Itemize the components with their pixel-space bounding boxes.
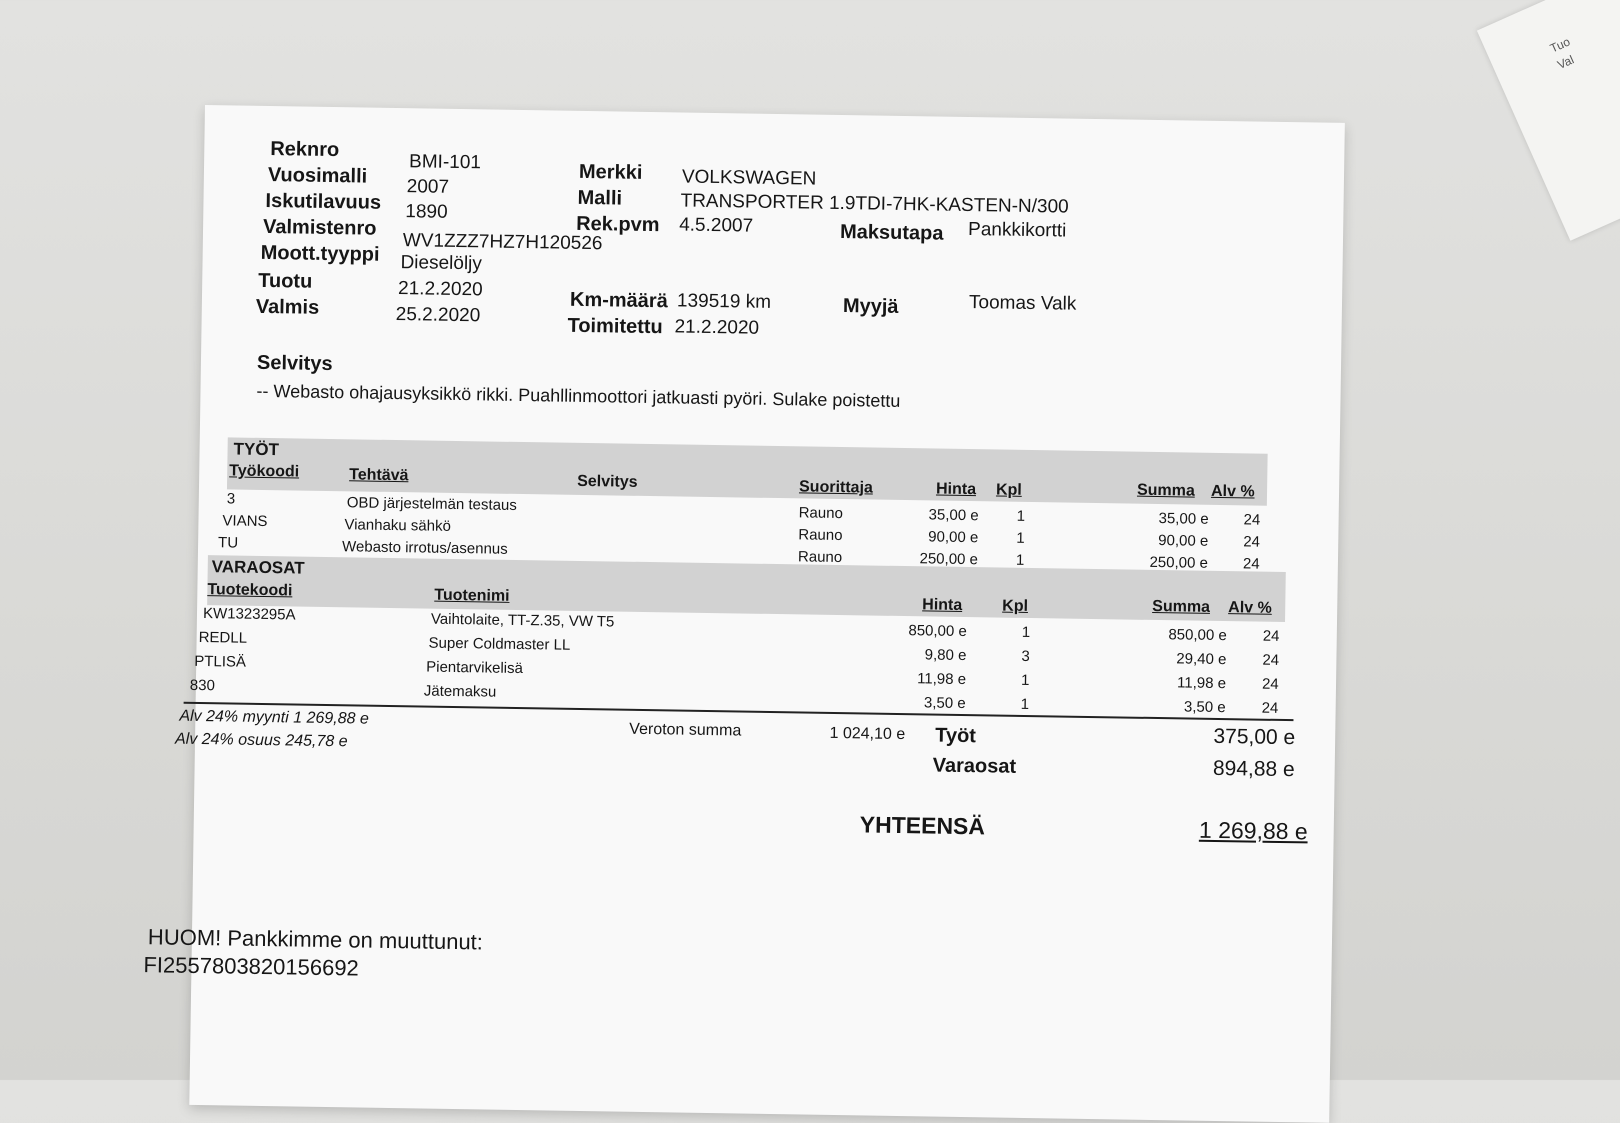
varaosat-code: 830 bbox=[189, 676, 216, 695]
tyot-doer: Rauno bbox=[798, 526, 843, 545]
valmistenro-value: WV1ZZZ7HZ7H120526 bbox=[402, 230, 603, 255]
hinta-header: Hinta bbox=[922, 596, 963, 614]
malli-value: TRANSPORTER 1.9TDI-7HK-KASTEN-N/300 bbox=[680, 190, 1069, 218]
tyot-vat: 24 bbox=[1243, 533, 1261, 551]
tyot-price: 90,00 e bbox=[928, 528, 979, 547]
maksutapa-label: Maksutapa bbox=[839, 220, 944, 245]
veroton-label: Veroton summa bbox=[629, 720, 742, 740]
selvitys-text: -- Webasto ohajausyksikkö rikki. Puahllinmoottori jatkuasti pyöri. Sulake poistettu bbox=[256, 380, 901, 411]
background-paper-text: Val bbox=[1555, 52, 1576, 72]
varaosat-name: Jätemaksu bbox=[423, 682, 497, 701]
iskutilavuus-value: 1890 bbox=[405, 201, 448, 223]
summa-header: Summa bbox=[1136, 481, 1195, 500]
iskutilavuus-label: Iskutilavuus bbox=[265, 189, 382, 214]
km-maara-value: 139519 km bbox=[676, 290, 772, 313]
varaosat-sum: 850,00 e bbox=[1168, 626, 1227, 645]
tuotenimi-header: Tuotenimi bbox=[434, 586, 510, 605]
malli-label: Malli bbox=[577, 186, 623, 210]
invoice-sheet bbox=[143, 105, 1345, 1123]
varaosat-price: 850,00 e bbox=[908, 622, 967, 641]
rekpvm-value: 4.5.2007 bbox=[679, 214, 754, 237]
merkki-value: VOLKSWAGEN bbox=[681, 166, 817, 190]
kpl-header: Kpl bbox=[995, 481, 1022, 499]
hinta-header: Hinta bbox=[935, 480, 977, 499]
myyja-value: Toomas Valk bbox=[968, 292, 1077, 315]
tyot-sum: 250,00 e bbox=[1149, 553, 1209, 572]
yhteensa-value: 1 269,88 e bbox=[1198, 816, 1308, 845]
tyot-sum: 90,00 e bbox=[1158, 532, 1209, 550]
tyot-price: 35,00 e bbox=[928, 506, 979, 525]
tuotekoodi-header: Tuotekoodi bbox=[207, 581, 293, 600]
reknro-value: BMI-101 bbox=[408, 151, 482, 174]
moottorityyppi-label: Moott.tyyppi bbox=[260, 241, 380, 266]
alv-header: Alv % bbox=[1228, 599, 1272, 617]
varaosat-sum: 11,98 e bbox=[1176, 674, 1227, 693]
suorittaja-header: Suorittaja bbox=[798, 478, 873, 497]
alv-osuus: Alv 24% osuus 245,78 e bbox=[174, 730, 348, 751]
tyot-price: 250,00 e bbox=[919, 550, 979, 569]
km-maara-label: Km-määrä bbox=[569, 288, 668, 313]
varaosat-vat: 24 bbox=[1262, 651, 1280, 669]
tehtava-header: Tehtävä bbox=[349, 466, 409, 485]
kpl-header: Kpl bbox=[1002, 597, 1029, 615]
vuosimalli-value: 2007 bbox=[406, 176, 450, 198]
alv-myynti: Alv 24% myynti 1 269,88 e bbox=[179, 707, 369, 728]
varaosat-vat: 24 bbox=[1262, 627, 1280, 645]
toimitettu-value: 21.2.2020 bbox=[674, 316, 760, 339]
tyot-qty: 1 bbox=[1016, 529, 1025, 547]
reknro-label: Reknro bbox=[270, 138, 340, 162]
varaosat-code: KW1323295A bbox=[202, 605, 296, 624]
merkki-label: Merkki bbox=[578, 160, 643, 184]
selvitys-header: Selvitys bbox=[577, 472, 638, 491]
tyot-task: Webasto irrotus/asennus bbox=[341, 538, 508, 558]
summa-header: Summa bbox=[1152, 597, 1211, 616]
valmis-label: Valmis bbox=[255, 295, 320, 319]
tyot-code: 3 bbox=[226, 490, 236, 508]
varaosat-sum: 29,40 e bbox=[1176, 650, 1227, 669]
veroton-value: 1 024,10 e bbox=[829, 724, 906, 744]
tyot-code: VIANS bbox=[222, 512, 268, 531]
tyot-qty: 1 bbox=[1016, 507, 1026, 525]
tuotu-value: 21.2.2020 bbox=[397, 278, 483, 301]
moottorityyppi-value: Dieselöljy bbox=[400, 252, 483, 275]
tyot-task: OBD järjestelmän testaus bbox=[346, 494, 517, 514]
alv-header: Alv % bbox=[1210, 482, 1255, 501]
tyot-qty: 1 bbox=[1015, 551, 1025, 569]
selvitys-title: Selvitys bbox=[256, 351, 333, 376]
varaosat-code: REDLL bbox=[198, 628, 248, 647]
tyot-total-value: 375,00 e bbox=[1213, 724, 1296, 750]
bank-iban: FI2557803820156692 bbox=[143, 952, 359, 981]
tyot-vat: 24 bbox=[1243, 511, 1261, 529]
varaosat-vat: 24 bbox=[1261, 699, 1279, 717]
tyot-title: TYÖT bbox=[233, 439, 280, 460]
maksutapa-value: Pankkikortti bbox=[967, 219, 1067, 242]
tyot-sum: 35,00 e bbox=[1158, 510, 1209, 528]
varaosat-name: Super Coldmaster LL bbox=[428, 634, 571, 654]
varaosat-vat: 24 bbox=[1261, 675, 1279, 693]
tyot-total-label: Työt bbox=[935, 724, 977, 748]
varaosat-qty: 1 bbox=[1020, 671, 1030, 690]
varaosat-name: Pientarvikelisä bbox=[426, 658, 524, 678]
tyot-vat: 24 bbox=[1242, 555, 1260, 573]
varaosat-price: 9,80 e bbox=[924, 646, 967, 665]
tuotu-label: Tuotu bbox=[258, 269, 313, 293]
tyot-doer: Rauno bbox=[798, 504, 843, 523]
varaosat-code: PTLISÄ bbox=[194, 652, 247, 671]
varaosat-title: VARAOSAT bbox=[211, 557, 305, 578]
varaosat-price: 3,50 e bbox=[923, 694, 966, 713]
varaosat-total-label: Varaosat bbox=[932, 754, 1017, 778]
rekpvm-label: Rek.pvm bbox=[576, 212, 660, 237]
varaosat-qty: 3 bbox=[1021, 647, 1030, 666]
varaosat-name: Vaihtolaite, TT-Z.35, VW T5 bbox=[430, 610, 615, 631]
valmis-value: 25.2.2020 bbox=[395, 304, 481, 327]
varaosat-sum: 3,50 e bbox=[1183, 698, 1226, 717]
toimitettu-label: Toimitettu bbox=[567, 314, 663, 339]
vuosimalli-label: Vuosimalli bbox=[267, 163, 368, 188]
varaosat-total-value: 894,88 e bbox=[1212, 756, 1295, 782]
valmistenro-label: Valmistenro bbox=[262, 215, 377, 240]
tyot-code: TU bbox=[217, 534, 239, 552]
varaosat-qty: 1 bbox=[1020, 695, 1030, 714]
bank-notice: HUOM! Pankkimme on muuttunut: bbox=[147, 924, 484, 955]
yhteensa-label: YHTEENSÄ bbox=[859, 811, 986, 840]
myyja-label: Myyjä bbox=[842, 295, 899, 318]
background-paper-text: Tuo bbox=[1547, 34, 1573, 56]
tyot-task: Vianhaku sähkö bbox=[344, 516, 452, 535]
varaosat-qty: 1 bbox=[1021, 623, 1031, 642]
tyot-doer: Rauno bbox=[797, 548, 843, 567]
varaosat-price: 11,98 e bbox=[917, 670, 967, 689]
background-paper bbox=[1477, 0, 1620, 241]
tyokoodi-header: Työkoodi bbox=[229, 462, 300, 481]
